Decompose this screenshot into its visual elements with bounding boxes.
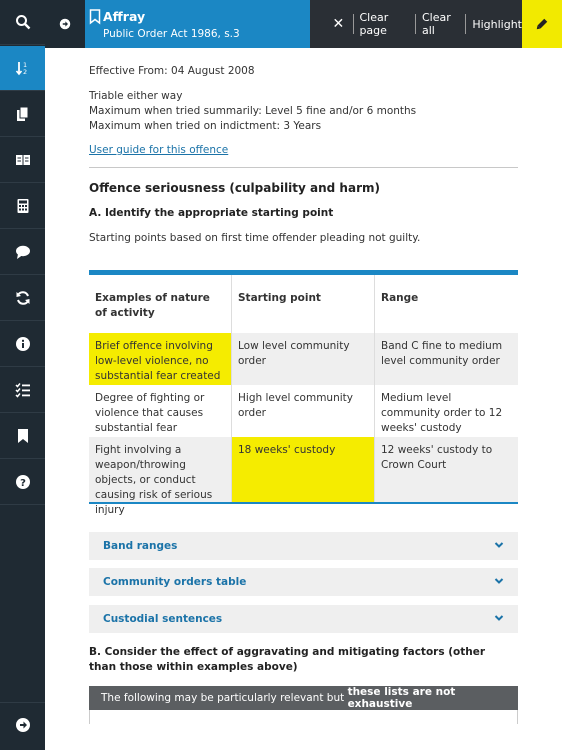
checklist-button[interactable] (0, 368, 45, 413)
help-icon (15, 474, 31, 490)
back-button[interactable] (45, 0, 85, 48)
documents-icon (15, 106, 31, 122)
user-guide-link[interactable]: User guide for this offence (89, 144, 229, 156)
highlight-label[interactable]: Highlight (472, 17, 522, 31)
table-header-row (89, 275, 518, 333)
table-cell: Band C fine to medium level community order (381, 340, 503, 367)
info-icon (15, 336, 31, 352)
sentencing-table (89, 270, 518, 516)
close-icon[interactable]: ✕ (332, 16, 345, 32)
refresh-icon (15, 290, 31, 306)
checklist-icon (15, 382, 31, 398)
factors-list-frame (89, 710, 518, 724)
offence-title-block (85, 0, 310, 48)
highlight-button[interactable] (522, 0, 562, 48)
step-b-heading: B. Consider the effect of aggravating and mitigating factors (other than those within examples above) (89, 646, 486, 673)
column-header: Starting point (232, 275, 375, 333)
divider (415, 14, 416, 34)
refresh-button[interactable] (0, 276, 45, 321)
table-cell: 12 weeks' custody to Crown Court (381, 444, 493, 471)
search-icon (15, 14, 31, 30)
page-subtitle: Public Order Act 1986, s.3 (103, 28, 240, 40)
table-cell: 18 weeks' custody (232, 437, 375, 502)
table-row (89, 333, 518, 385)
bookmarks-button[interactable] (0, 414, 45, 459)
step-a-heading: A. Identify the appropriate starting point (89, 207, 334, 219)
arrow-right-circle-icon (15, 717, 31, 733)
banner-bold-text: these lists are not exhaustive (347, 686, 456, 710)
accordion-band-ranges[interactable] (89, 532, 518, 560)
seriousness-heading: Offence seriousness (culpability and harm) (89, 181, 380, 195)
table-cell: Degree of fighting or violence that causes substantial fear (89, 385, 232, 437)
calculator-icon (15, 198, 31, 214)
starting-point-note: Starting points based on first time offender pleading not guilty. (89, 232, 421, 244)
table-cell: Fight involving a weapon/throwing objects, or conduct causing risk of serious injury (89, 437, 232, 502)
book-icon (15, 152, 31, 168)
svg-text:1: 1 (22, 61, 27, 69)
accordion-custodial-sentences[interactable] (89, 605, 518, 633)
arrow-right-circle-icon (59, 18, 71, 30)
table-row (89, 385, 518, 437)
clear-page-button[interactable]: Clear page (359, 11, 389, 37)
chevron-down-icon (494, 613, 504, 623)
speech-bubble-icon (15, 244, 31, 260)
left-nav-rail (0, 0, 45, 750)
table-cell: Brief offence involving low-level violence, no substantial fear created (89, 333, 232, 385)
divider (465, 14, 466, 34)
search-button[interactable] (0, 0, 45, 45)
comments-button[interactable] (0, 230, 45, 275)
documents-button[interactable] (0, 92, 45, 137)
banner-text: The following may be particularly relevant but (101, 692, 348, 704)
annotation-toolbar (310, 0, 522, 48)
svg-text:?: ? (19, 478, 26, 489)
clear-all-button[interactable]: Clear all (421, 11, 451, 37)
triable: Triable either way (89, 90, 183, 102)
chevron-down-icon (494, 576, 504, 586)
max-summary: Maximum when tried summarily: Level 5 fine and/or 6 months (89, 105, 417, 117)
page-title: Affray (103, 9, 146, 24)
svg-text:2: 2 (22, 68, 27, 76)
sort-button[interactable] (0, 46, 45, 91)
pencil-icon (536, 18, 548, 30)
help-button[interactable] (0, 460, 45, 505)
top-bar (45, 0, 562, 48)
forward-button[interactable] (0, 702, 45, 747)
sort-icon (15, 60, 31, 76)
table-cell: Low level community order (232, 333, 375, 385)
info-button[interactable] (0, 322, 45, 367)
accordion-label: Community orders table (103, 576, 247, 588)
divider (89, 167, 518, 168)
accordion-label: Custodial sentences (103, 613, 223, 625)
effective-from: Effective From: 04 August 2008 (89, 65, 255, 77)
table-row (89, 437, 518, 516)
accordion-community-orders[interactable] (89, 568, 518, 596)
chevron-down-icon (494, 540, 504, 550)
table-cell: High level community order (232, 385, 375, 437)
bookmark-outline-icon[interactable] (89, 9, 101, 25)
accordion-label: Band ranges (103, 540, 178, 552)
column-header: Examples of nature of activity (89, 275, 232, 333)
bookmark-icon (15, 428, 31, 444)
guide-button[interactable] (0, 138, 45, 183)
column-header: Range (375, 275, 518, 333)
table-cell: Medium level community order to 12 weeks' custody (381, 392, 503, 434)
calculator-button[interactable] (0, 184, 45, 229)
factors-banner (89, 686, 518, 710)
max-indictment: Maximum when tried on indictment: 3 Years (89, 120, 322, 132)
divider (353, 14, 354, 34)
